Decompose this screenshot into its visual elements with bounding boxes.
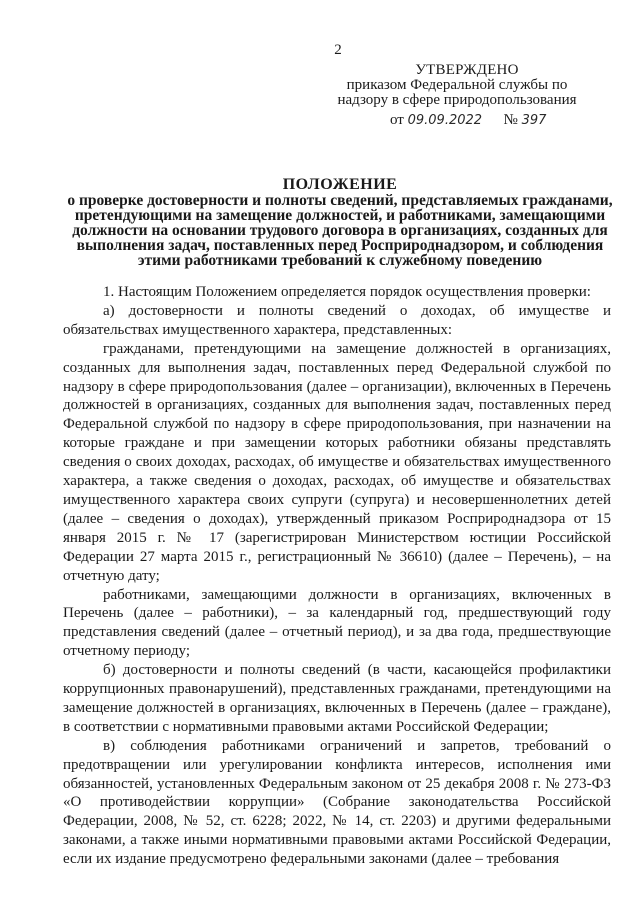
approval-date-line [390,112,546,129]
title-subtitle: о проверке достоверности и полноты сведений, представляемых гражданами, претендующими на замещение должностей, и работниками, замещающими должности на основании трудового договора в организациях, созданных для выполнения задач, поставленных перед Росприроднадзором, и соблюдения этими работниками требований к служебному поведению [67,192,613,269]
approval-stamp [322,63,592,108]
paragraph-workers: работниками, замещающими должности в организациях, включенных в Перечень (далее – работники), – за календарный год, предшествующий году представления сведений (далее – отчетный период), и за два года, предшествующие отчетному периоду; [63,586,611,660]
paragraph-b: б) достоверности и полноты сведений (в части, касающейся профилактики коррупционных правонарушений), представленных гражданами, претендующими на замещение должностей в организациях, включенных в Перечень (далее – граждане), в соответствии с нормативными правовыми актами Российской Федерации; [63,662,611,735]
approval-line-1: приказом Федеральной службы по [346,77,568,93]
document-title [60,177,620,268]
paragraph-a: а) достоверности и полноты сведений о доходах, об имуществе и обязательствах имущественного характера, представленных: [63,302,611,338]
paragraph-citizens: гражданами, претендующими на замещение должностей в организациях, созданных для выполнения задач, поставленных перед Федеральной службой по надзору в сфере природопользования (далее – организации), включенных в Перечень должностей в организациях, созданных для выполнения задач, поставленных перед Федеральной службой по надзору в сфере природопользования, при назначении на которые граждане и при замещении которых работники обязаны представлять сведения о своих доходах, расходах, об имуществе и обязательствах имущественного характера, а также сведения о доходах, расходах, об имуществе и обязательствах имущественного характера своих супруги (супруга) и несовершеннолетних детей (далее – сведения о доходах), утвержденный приказом Росприроднадзора от 15 января 2015 г. № 17 (зарегистрирован Министерством юстиции Российской Федерации 27 марта 2015 г., регистрационный № 36610) (далее – Перечень), – на отчетную дату; [63,340,611,584]
date-prefix: от [390,112,404,128]
paragraph-1: 1. Настоящим Положением определяется порядок осуществления проверки: [103,284,591,300]
paragraph-v: в) соблюдения работниками ограничений и запретов, требований о предотвращении или урегулировании конфликта интересов, исполнения ими обязанностей, установленных Федеральным законом от 25 декабря 2008 г. № 273-ФЗ «О противодействии коррупции» (Собрание законодательства Российской Федерации, 2008, № 52, ст. 6228; 2022, № 14, ст. 2203) и другими федеральными законами, а также иными нормативными правовыми актами Российской Федерации, если их издание предусмотрено федеральными законами (далее – требования [63,737,611,868]
page-number: 2 [334,42,342,58]
title-main: ПОЛОЖЕНИЕ [282,176,398,193]
approval-line-2: надзору в сфере природопользования [337,92,577,108]
approval-heading: УТВЕРЖДЕНО [415,62,519,78]
number-prefix: № [503,112,518,128]
handwritten-order-number: 397 [521,113,547,128]
document-body [63,283,611,869]
handwritten-date: 09.09.2022 [407,113,483,128]
